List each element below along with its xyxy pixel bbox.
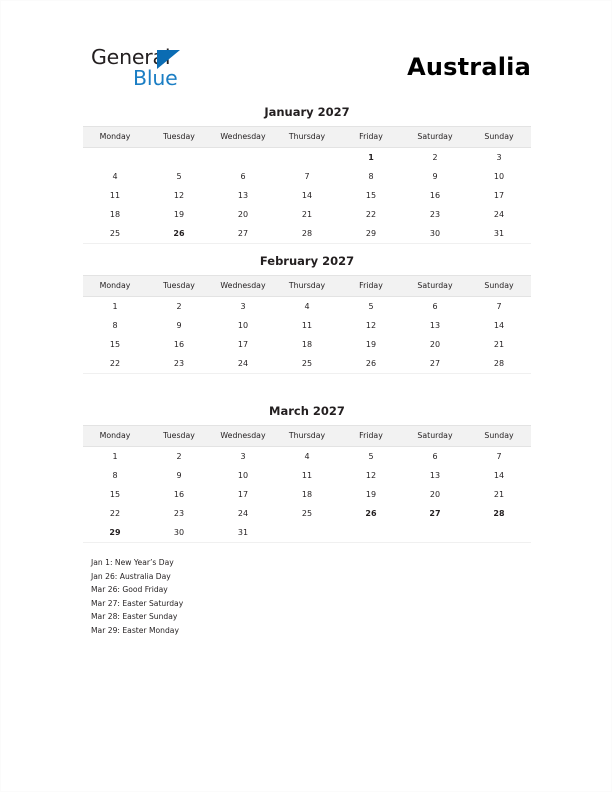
calendar-day[interactable]: 22	[109, 509, 121, 518]
calendar-day[interactable]: 11	[301, 471, 313, 480]
calendar-day[interactable]: 25	[83, 224, 147, 244]
calendar-week-row	[83, 167, 531, 186]
month-title: February 2027	[259, 254, 355, 268]
calendar-day[interactable]: 19	[365, 340, 377, 349]
weekday-header-tuesday: Tuesday	[147, 127, 211, 148]
calendar-day[interactable]: 13	[429, 321, 441, 330]
calendar-day[interactable]: 14	[301, 191, 313, 200]
calendar-day[interactable]: 15	[109, 490, 121, 499]
holiday-note-item: Jan 26: Australia Day	[91, 571, 171, 581]
calendar-day[interactable]: 16	[173, 340, 185, 349]
weekday-header-friday: Friday	[339, 127, 403, 148]
calendar-week-row	[83, 523, 531, 543]
weekday-header-monday: Monday	[83, 127, 147, 148]
calendar-day[interactable]: 24	[493, 210, 505, 219]
weekday-header-saturday: Saturday	[403, 426, 467, 447]
calendar-day[interactable]: 15	[109, 340, 121, 349]
calendar-day[interactable]: 31	[467, 224, 531, 244]
weekday-header-wednesday: Wednesday	[211, 426, 275, 447]
weekday-header-wednesday: Wednesday	[211, 276, 275, 297]
weekday-header-wednesday: Wednesday	[211, 127, 275, 148]
calendar-day[interactable]: 22	[83, 354, 147, 374]
calendar-day-empty	[83, 148, 147, 168]
page-title: Australia	[407, 53, 531, 81]
calendar-day[interactable]: 13	[237, 191, 249, 200]
month-block-march	[83, 405, 531, 543]
calendar-day[interactable]: 20	[237, 210, 249, 219]
weekday-header-tuesday: Tuesday	[147, 276, 211, 297]
calendar-day[interactable]: 11	[301, 321, 313, 330]
calendar-table-march	[83, 425, 531, 543]
month-block-february	[83, 255, 531, 374]
calendar-day[interactable]: 14	[493, 321, 505, 330]
page-header	[1, 1, 612, 101]
calendar-day[interactable]: 10	[237, 321, 249, 330]
calendar-day[interactable]: 14	[493, 471, 505, 480]
calendar-day-holiday[interactable]: 26	[365, 509, 377, 518]
calendar-day[interactable]: 23	[147, 354, 211, 374]
general-blue-logo[interactable]	[91, 45, 251, 91]
weekday-header-row	[83, 127, 531, 148]
calendar-header-row	[83, 426, 531, 447]
weekday-header-sunday: Sunday	[467, 426, 531, 447]
calendar-day[interactable]: 18	[301, 490, 313, 499]
holiday-note-item: Mar 26: Good Friday	[91, 585, 168, 595]
calendar-week-row	[83, 485, 531, 504]
calendar-week-row	[83, 148, 531, 168]
calendar-day-holiday[interactable]: 1	[368, 153, 374, 162]
calendar-day[interactable]: 24	[237, 509, 249, 518]
calendar-day[interactable]: 8	[112, 471, 118, 480]
calendar-week-row	[83, 335, 531, 354]
month-title: March 2027	[269, 404, 345, 418]
calendar-day[interactable]: 5	[368, 452, 374, 461]
calendar-day[interactable]: 5	[368, 302, 374, 311]
calendar-day[interactable]: 26	[339, 354, 403, 374]
calendar-day[interactable]: 17	[237, 340, 249, 349]
calendar-day[interactable]: 10	[493, 172, 505, 181]
calendar-day[interactable]: 3	[496, 153, 502, 162]
weekday-header-tuesday: Tuesday	[147, 426, 211, 447]
weekday-header-monday: Monday	[83, 276, 147, 297]
calendar-day[interactable]: 28	[467, 354, 531, 374]
calendar-day[interactable]: 7	[496, 452, 502, 461]
holiday-notes-list	[91, 556, 391, 638]
calendar-day[interactable]: 12	[365, 471, 377, 480]
calendar-day-holiday[interactable]: 28	[493, 509, 505, 518]
calendar-day[interactable]: 21	[493, 490, 505, 499]
calendar-day[interactable]: 15	[365, 191, 377, 200]
calendar-week-row	[83, 354, 531, 374]
calendar-day[interactable]: 4	[112, 172, 118, 181]
calendar-day-holiday[interactable]: 29	[83, 523, 147, 543]
calendar-day-holiday[interactable]: 26	[147, 224, 211, 244]
calendar-day[interactable]: 30	[403, 224, 467, 244]
calendar-day[interactable]: 19	[365, 490, 377, 499]
holiday-note-item: Mar 28: Easter Sunday	[91, 612, 178, 622]
calendar-day[interactable]: 16	[429, 191, 441, 200]
calendar-day[interactable]: 8	[368, 172, 374, 181]
calendar-day[interactable]: 7	[496, 302, 502, 311]
calendar-day[interactable]: 20	[429, 340, 441, 349]
weekday-header-sunday: Sunday	[467, 127, 531, 148]
weekday-header-saturday: Saturday	[403, 127, 467, 148]
calendar-day[interactable]: 28	[275, 224, 339, 244]
weekday-header-monday: Monday	[83, 426, 147, 447]
calendar-day[interactable]: 22	[365, 210, 377, 219]
calendar-day[interactable]: 20	[429, 490, 441, 499]
calendar-body	[83, 447, 531, 543]
calendar-day[interactable]: 30	[147, 523, 211, 543]
calendar-day[interactable]: 4	[304, 452, 310, 461]
holiday-note-item: Jan 1: New Year’s Day	[91, 558, 174, 567]
calendar-day[interactable]: 29	[339, 224, 403, 244]
calendar-table-february	[83, 275, 531, 374]
weekday-header-thursday: Thursday	[275, 127, 339, 148]
calendar-day[interactable]: 4	[304, 302, 310, 311]
calendar-day[interactable]: 16	[173, 490, 185, 499]
calendar-header-row	[83, 276, 531, 297]
calendar-day-holiday[interactable]: 27	[429, 509, 441, 518]
calendar-day[interactable]: 27	[403, 354, 467, 374]
calendar-day[interactable]: 1	[112, 302, 118, 311]
calendar-day[interactable]: 21	[301, 210, 313, 219]
calendar-day[interactable]: 6	[432, 452, 438, 461]
weekday-header-thursday: Thursday	[275, 276, 339, 297]
calendar-day-empty	[147, 148, 211, 168]
weekday-header-friday: Friday	[339, 426, 403, 447]
calendar-day[interactable]: 23	[429, 210, 441, 219]
logo-word-general: General	[91, 45, 171, 69]
calendar-day[interactable]: 23	[173, 509, 185, 518]
weekday-header-row	[83, 276, 531, 297]
calendar-day[interactable]: 7	[304, 172, 310, 181]
calendar-day[interactable]: 18	[301, 340, 313, 349]
calendar-week-row	[83, 316, 531, 335]
weekday-header-row	[83, 426, 531, 447]
weekday-header-friday: Friday	[339, 276, 403, 297]
calendar-day[interactable]: 12	[365, 321, 377, 330]
calendar-body	[83, 148, 531, 244]
calendar-day[interactable]: 9	[176, 321, 182, 330]
calendar-day[interactable]: 8	[112, 321, 118, 330]
calendar-week-row	[83, 466, 531, 485]
calendar-day[interactable]: 3	[240, 302, 246, 311]
calendar-day[interactable]: 3	[240, 452, 246, 461]
logo-word-blue: Blue	[133, 66, 178, 90]
holiday-note-item: Mar 27: Easter Saturday	[91, 598, 184, 608]
calendar-day[interactable]: 9	[432, 172, 438, 181]
month-block-january	[83, 106, 531, 244]
calendar-day[interactable]: 1	[112, 452, 118, 461]
calendar-day[interactable]: 21	[493, 340, 505, 349]
holiday-note-item: Mar 29: Easter Monday	[91, 625, 179, 635]
calendar-day-empty	[339, 523, 403, 543]
calendar-body	[83, 297, 531, 374]
calendar-day[interactable]: 24	[211, 354, 275, 374]
calendar-day-empty	[275, 523, 339, 543]
calendar-week-row	[83, 224, 531, 244]
calendar-day-empty	[211, 148, 275, 168]
calendar-day[interactable]: 17	[237, 490, 249, 499]
calendar-day-empty	[403, 523, 467, 543]
calendar-day[interactable]: 2	[432, 153, 438, 162]
calendar-day[interactable]: 25	[301, 509, 313, 518]
calendar-week-row	[83, 186, 531, 205]
calendar-day[interactable]: 2	[176, 452, 182, 461]
month-title: January 2027	[264, 105, 350, 119]
calendar-day[interactable]: 25	[275, 354, 339, 374]
calendar-table-january	[83, 126, 531, 244]
calendar-day[interactable]: 2	[176, 302, 182, 311]
calendar-day[interactable]: 13	[429, 471, 441, 480]
calendar-week-row	[83, 205, 531, 224]
calendar-week-row	[83, 297, 531, 317]
calendar-day[interactable]: 27	[211, 224, 275, 244]
calendar-day[interactable]: 18	[109, 210, 121, 219]
calendar-day-empty	[467, 523, 531, 543]
calendar-day[interactable]: 5	[176, 172, 182, 181]
calendar-day[interactable]: 17	[493, 191, 505, 200]
calendar-day[interactable]: 12	[173, 191, 185, 200]
calendar-week-row	[83, 447, 531, 467]
calendar-day[interactable]: 9	[176, 471, 182, 480]
calendar-day[interactable]: 11	[109, 191, 121, 200]
calendar-day[interactable]: 19	[173, 210, 185, 219]
calendar-day[interactable]: 31	[211, 523, 275, 543]
weekday-header-sunday: Sunday	[467, 276, 531, 297]
calendar-day[interactable]: 6	[432, 302, 438, 311]
calendar-day[interactable]: 6	[240, 172, 246, 181]
calendar-header-row	[83, 127, 531, 148]
calendar-week-row	[83, 504, 531, 523]
calendar-day[interactable]: 10	[237, 471, 249, 480]
weekday-header-saturday: Saturday	[403, 276, 467, 297]
weekday-header-thursday: Thursday	[275, 426, 339, 447]
calendar-day-empty	[275, 148, 339, 168]
